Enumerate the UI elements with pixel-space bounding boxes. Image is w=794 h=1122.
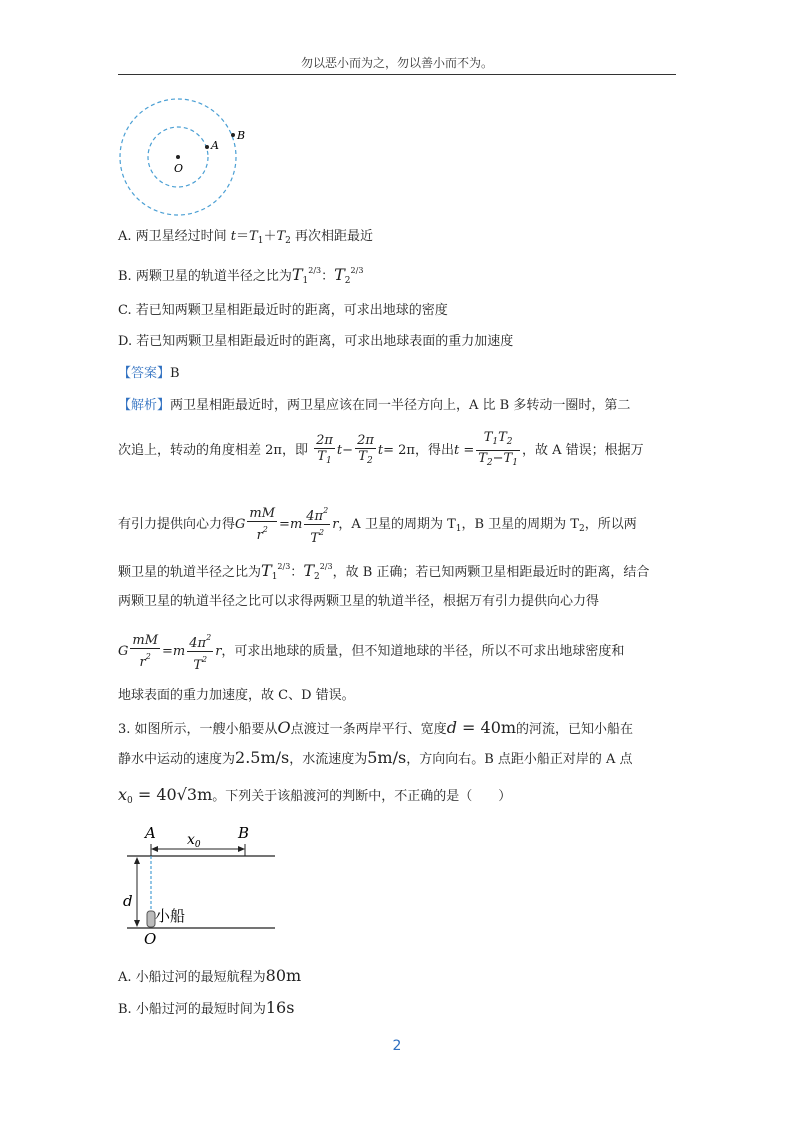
analysis-text: 次追上，转动的角度相差 2π，即: [118, 443, 308, 458]
analysis-text: ，B 卫星的周期为 T: [461, 517, 579, 532]
fraction-4pi2-t2: [187, 630, 213, 673]
denominator: [476, 451, 520, 471]
var-t1: T: [483, 430, 493, 445]
exponent: 2/3: [319, 562, 333, 571]
analysis-line-5: 两颗卫星的轨道半径之比可以求得两颗卫星的轨道半径，根据万有引力提供向心力得: [118, 594, 600, 609]
var-g: G: [118, 644, 129, 659]
var-r: r: [215, 644, 222, 659]
label-o: O: [174, 162, 184, 175]
minus: −: [342, 443, 354, 458]
denominator: [187, 652, 213, 673]
arrow-down: [134, 920, 140, 927]
sub-1: 1: [325, 455, 332, 466]
numerator: mM: [132, 633, 159, 648]
satellite-b-dot: [231, 133, 235, 137]
satellite-a-dot: [205, 145, 209, 149]
sub-2: 2: [486, 458, 493, 468]
equals: ＝: [236, 229, 250, 244]
fraction-mm-r2: [247, 506, 277, 543]
page-number: 2: [392, 1038, 402, 1054]
earth-center-dot: [176, 155, 180, 159]
sub-2: 2: [366, 455, 373, 466]
exponent: 2/3: [308, 266, 322, 275]
sub-2: 2: [313, 572, 320, 582]
question-text: 静水中运动的速度为: [118, 752, 236, 767]
square: 2: [145, 652, 151, 661]
var-d: d: [446, 718, 457, 737]
question3-line-1: [118, 719, 633, 739]
var-r: r: [332, 517, 339, 532]
fraction-4pi2-t2: [304, 503, 330, 546]
square: 2: [323, 506, 329, 515]
var-r: r: [256, 528, 263, 543]
sub-2: 2: [285, 236, 291, 246]
river-diagram: [115, 820, 285, 950]
var-x: x: [187, 832, 195, 848]
four-pi: 4π: [306, 509, 324, 524]
sub-1: 1: [271, 572, 278, 582]
analysis-text: ，所以两: [584, 517, 637, 532]
answer-value: B: [170, 366, 180, 381]
analysis-line-3: [118, 503, 637, 546]
label-a: A: [145, 824, 156, 842]
exponent: 2/3: [350, 266, 364, 275]
analysis-text: 有引力提供向心力得: [118, 517, 236, 532]
numerator: [304, 503, 330, 525]
var-t1: T: [249, 229, 258, 244]
var-t2: T: [303, 561, 314, 580]
label-b: B: [237, 129, 246, 142]
var-t2: T: [276, 229, 286, 244]
square: 2: [262, 525, 268, 534]
question-text: ，方向向右。B 点距小船正对岸的 A 点: [406, 752, 633, 767]
header-rule: [118, 74, 676, 75]
analysis-line-4: [118, 558, 649, 586]
option-q2-a: [118, 228, 373, 250]
var-t: t: [336, 443, 343, 458]
denominator: [355, 449, 376, 469]
answer-line: [118, 365, 180, 383]
denominator: [247, 522, 277, 543]
sub-1: 1: [492, 437, 499, 447]
four-pi: 4π: [189, 636, 207, 651]
option-q3-b: [118, 999, 294, 1019]
numerator: [187, 630, 213, 652]
arrow-right: [238, 846, 245, 852]
option-text: B. 小船过河的最短时间为: [118, 1002, 266, 1017]
x0-value: = 40√3m: [132, 785, 213, 804]
plus: ＋: [263, 229, 277, 244]
analysis-text: ，A 卫星的周期为 T: [338, 517, 456, 532]
option-suffix: 再次相距最近: [290, 229, 374, 244]
var-t: t: [230, 229, 237, 244]
width-value: = 40m: [456, 718, 517, 737]
analysis-text: ，可求出地球的质量，但不知道地球的半径，所以不可求出地球密度和: [221, 644, 625, 659]
fraction-2pi-t1: [314, 433, 335, 469]
question-text: 。下列关于该船渡河的判断中，不正确的是（ ）: [212, 789, 512, 804]
analysis-tag: 【解析】: [118, 398, 171, 413]
fraction-2pi-t2: [355, 433, 376, 469]
analysis-line-2: [118, 430, 644, 471]
question-text: 3. 如图所示，一艘小船要从: [118, 722, 278, 737]
label-b: B: [238, 824, 250, 842]
var-t2: T: [334, 265, 345, 284]
option-text: A. 小船过河的最短航程为: [118, 970, 266, 985]
question-text: ，水流速度为: [289, 752, 368, 767]
var-t1: T: [261, 561, 272, 580]
numerator: 2π: [357, 432, 374, 448]
question-text: 点渡过一条两岸平行、宽度: [290, 722, 447, 737]
arrow-up: [134, 857, 140, 864]
var-t: T: [193, 658, 203, 673]
option-value: 80m: [265, 966, 302, 985]
sub-0: 0: [127, 796, 133, 806]
analysis-line-1: [118, 397, 630, 415]
orbit-diagram: [115, 95, 255, 225]
analysis-line-6: [118, 630, 624, 673]
sub-0: 0: [194, 840, 201, 850]
option-text: B. 两颗卫星的轨道半径之比为: [118, 269, 292, 284]
label-x0: [187, 832, 201, 850]
fraction-mm-r2: [130, 633, 160, 670]
t-equals: t =: [453, 443, 475, 458]
option-q2-d: D. 若已知两颗卫星相距最近时的距离，可求出地球表面的重力加速度: [118, 334, 514, 349]
sub-2: 2: [506, 437, 513, 447]
analysis-text: 两卫星相距最近时，两卫星应该在同一半径方向上，A 比 B 多转动一圈时，第二: [170, 398, 631, 413]
fraction-t1t2: [476, 430, 520, 471]
var-t2: T: [498, 430, 507, 445]
var-t1: T: [503, 451, 513, 466]
var-g: G: [235, 517, 246, 532]
square: 2: [206, 633, 212, 642]
equals-m: =m: [162, 644, 186, 659]
var-o: O: [277, 718, 291, 737]
denominator: [304, 525, 330, 546]
analysis-line-7: 地球表面的重力加速度，故 C、D 错误。: [118, 688, 355, 703]
sub-1: 1: [455, 524, 462, 534]
sub-1: 1: [302, 276, 309, 286]
var-r: r: [139, 655, 146, 670]
analysis-text: ，故 A 错误；根据万: [521, 443, 644, 458]
analysis-text: 颗卫星的轨道半径之比为: [118, 565, 262, 580]
denominator: [130, 649, 160, 670]
var-x0: x: [118, 785, 128, 804]
colon: ：: [321, 269, 335, 284]
exponent: 2/3: [277, 562, 291, 571]
minus: −: [492, 451, 504, 466]
option-q2-c: C. 若已知两颗卫星相距最近时的距离，可求出地球的密度: [118, 303, 448, 318]
denominator: [314, 449, 335, 469]
header-motto: 勿以恶小而为之，勿以善小而不为。: [300, 56, 493, 70]
question-text: 的河流，已知小船在: [516, 722, 634, 737]
numerator: mM: [249, 506, 276, 521]
sub-1: 1: [257, 236, 264, 246]
square: 2: [202, 655, 208, 664]
var-t1: T: [317, 448, 326, 464]
label-a: A: [211, 139, 219, 152]
sub-2: 2: [578, 524, 585, 534]
analysis-text: ，得出: [414, 443, 454, 458]
sub-1: 1: [512, 458, 518, 468]
var-t: t: [377, 443, 384, 458]
sub-2: 2: [344, 276, 351, 286]
equals-m: =m: [279, 517, 303, 532]
water-speed: 5m/s: [367, 748, 407, 767]
label-d: d: [123, 892, 133, 910]
var-t: T: [310, 531, 320, 546]
boat-icon: [147, 911, 155, 927]
square: 2: [319, 528, 325, 537]
equals-2pi: = 2π: [383, 443, 415, 458]
label-o: O: [144, 930, 157, 948]
numerator: [476, 430, 520, 451]
label-boat: 小船: [155, 907, 186, 925]
arrow-left: [151, 846, 158, 852]
question3-line-3: [118, 786, 511, 810]
option-q2-b: [118, 262, 363, 290]
numerator: 2π: [316, 432, 333, 448]
var-t2: T: [358, 448, 367, 464]
analysis-text: ，故 B 正确；若已知两颗卫星相距最近时的距离，结合: [332, 565, 650, 580]
question3-line-2: [118, 749, 633, 769]
answer-tag: 【答案】: [118, 366, 171, 381]
option-q3-a: [118, 967, 301, 987]
option-value: 16s: [265, 998, 295, 1017]
var-t1: T: [291, 265, 303, 284]
option-text: A. 两卫星经过时间: [118, 229, 231, 244]
boat-speed: 2.5m/s: [235, 748, 290, 767]
var-t2: T: [478, 451, 487, 466]
colon: ：: [290, 565, 304, 580]
